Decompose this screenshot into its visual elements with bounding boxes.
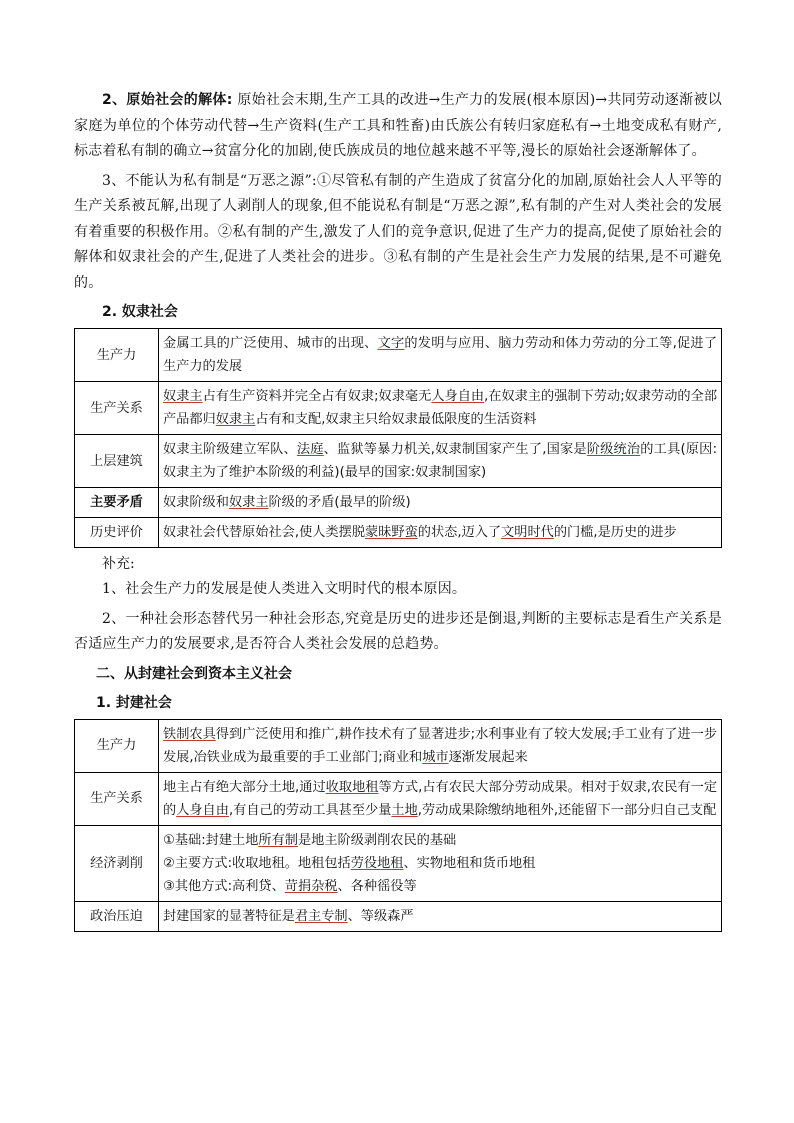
row-label: 政治压迫 [75, 901, 159, 931]
feudal-row [75, 719, 722, 772]
row-content [159, 901, 722, 931]
section-heading-slavery: 2. 奴隶社会 [102, 304, 178, 320]
paragraph-dissolution [74, 88, 722, 165]
row-label: 历史评价 [75, 518, 159, 548]
text-run: 、各种徭役等 [337, 878, 417, 894]
text-run: 、等级森严 [347, 908, 414, 924]
text-run: 的状态,迈入了 [417, 525, 502, 540]
underlined-term: 铁制农具 [163, 726, 216, 742]
text-run: 是地主阶级剥削农民的基础 [297, 832, 457, 848]
underlined-term: 土地 [391, 802, 418, 818]
row-label: 经济剥削 [75, 825, 159, 901]
paragraph-lead: 2、原始社会的解体: [102, 92, 233, 108]
slavery-table [74, 328, 722, 548]
row-label: 生产力 [75, 719, 159, 772]
feudal-row [75, 825, 722, 901]
slavery-row [75, 488, 722, 518]
text-run: 奴隶阶级和 [163, 495, 229, 510]
row-content [159, 488, 722, 518]
row-content [159, 772, 722, 825]
supplement-title: 补充: [102, 556, 135, 572]
text-run: 封建国家的显著特征是 [163, 908, 295, 924]
text-run: 占有和支配,奴隶主只给奴隶最低限度的生活资料 [255, 412, 537, 427]
row-label: 生产关系 [75, 772, 159, 825]
text-run: ,在奴隶主的强制下劳动;奴隶劳动的全部产品都归 [163, 389, 718, 427]
text-run: 占有生产资料并完全占有奴隶;奴隶毫无 [202, 389, 432, 404]
text-run: 金属工具的广泛使用、城市的出现、 [163, 336, 378, 351]
paragraph-private-ownership: 3、不能认为私有制是“万恶之源”:①尽管私有制的产生造成了贫富分化的加剧,原始社会人人平等的生产关系被瓦解,出现了人剥削人的现象,但不能说私有制是“万恶之源”,私有制的产生对人类社会的发展有着重要的积极作用。②私有制的产生,激发了人们的竞争意识,促进了生产力的提高,促使了原始社会的解体和奴隶社会的产生,促进了人类社会的进步。③私有制的产生是社会生产力发展的结果,是不可避免的。 [74, 172, 722, 291]
supplement-item-2: 2、一种社会形态替代另一种社会形态,究竟是历史的进步还是倒退,判断的主要标志是看生产关系是否适应生产力的发展要求,是否符合人类社会发展的总趋势。 [74, 610, 722, 652]
text-run: 的工具(原因:奴隶主为了维护本阶级的利益)(最早的国家:奴隶制国家) [163, 442, 718, 480]
supplement-item-1: 1、社会生产力的发展是使人类进入文明时代的根本原因。 [102, 581, 467, 597]
row-label: 生产力 [75, 329, 159, 382]
underlined-term: 奴隶主 [163, 389, 203, 404]
text-run: 奴隶主阶级建立军队、 [163, 442, 297, 457]
content-line [163, 875, 717, 898]
feudal-row [75, 901, 722, 931]
row-label: 生产关系 [75, 382, 159, 435]
text-run: 逐渐发展起来 [448, 749, 528, 765]
text-run: ②主要方式:收取地租。地租包括 [163, 855, 351, 871]
row-content [159, 825, 722, 901]
text-run: 地主占有绝大部分土地,通过 [163, 779, 326, 795]
text-run: 的发明与应用、脑力劳动和体力劳动的分工等,促进了生产力的发展 [163, 336, 718, 374]
underlined-term: 奴隶主 [228, 495, 269, 510]
slavery-row [75, 518, 722, 548]
text-run: ,劳动成果除缴纳地租外,还能留下一部分归自己支配 [417, 802, 717, 818]
underlined-term: 文字 [377, 336, 405, 351]
text-run: 阶级的矛盾(最早的阶级) [268, 495, 411, 510]
slavery-row [75, 435, 722, 488]
row-content [159, 382, 722, 435]
feudal-row [75, 772, 722, 825]
row-label: 上层建筑 [75, 435, 159, 488]
underlined-term: 人身自由 [176, 802, 229, 818]
underlined-term: 蒙昧野蛮 [365, 525, 418, 540]
text-run: 奴隶社会代替原始社会,使人类摆脱 [163, 525, 366, 540]
underlined-term: 人身自由 [431, 389, 485, 404]
underlined-term: 奴隶主 [215, 412, 256, 427]
underlined-term: 阶级统治 [586, 442, 641, 457]
document-page [74, 88, 722, 932]
text-run: 、监狱等暴力机关,奴隶制国家产生了,国家是 [323, 442, 587, 457]
row-content [159, 719, 722, 772]
row-content [159, 329, 722, 382]
text-run: 的门槛,是历史的进步 [553, 525, 677, 540]
row-content [159, 518, 722, 548]
text-run: ①基础:封建土地 [163, 832, 259, 848]
underlined-term: 苛捐杂税 [284, 878, 338, 894]
text-run: ③其他方式:高利贷、 [163, 878, 285, 894]
underlined-term: 文明时代 [501, 525, 554, 540]
underlined-term: 劳役地租 [350, 855, 404, 871]
subsection-heading-feudal: 1. 封建社会 [96, 694, 172, 711]
slavery-row [75, 329, 722, 382]
text-run: 、实物地租和货币地租 [403, 855, 536, 871]
row-label: 主要矛盾 [75, 488, 159, 518]
underlined-term: 法庭 [296, 442, 324, 457]
paragraph-body: 原始社会末期,生产工具的改进→生产力的发展(根本原因)→共同劳动逐渐被以家庭为单位的个体劳动代替→生产资料(生产工具和牲畜)由氏族公有转归家庭私有→土地变成私有财产,标志着私有制的确立→贫富分化的加剧,使氏族成员的地位越来越不平等,漫长的原始社会逐渐解体了。 [74, 92, 722, 159]
content-line [163, 829, 717, 852]
text-run: ,有自己的劳动工具甚至少量 [228, 802, 392, 818]
underlined-term: 君主专制 [294, 908, 348, 924]
text-run: 得到广泛使用和推广,耕作技术有了显著进步;水利事业有了较大发展;手工业有了进一步发展,冶铁业成为最重要的手工业部门;商业和 [163, 726, 718, 765]
underlined-term: 所有制 [258, 832, 298, 848]
slavery-row [75, 382, 722, 435]
underlined-term: 收取地租 [325, 779, 379, 795]
content-line [163, 852, 717, 875]
text-run: 等方式,占有农民大部分劳动成果。相对于奴隶,农民有一定的 [163, 779, 718, 818]
underlined-term: 城市 [422, 749, 449, 765]
section-heading-feudal-capitalist: 二、从封建社会到资本主义社会 [96, 665, 292, 682]
row-content [159, 435, 722, 488]
feudal-table [74, 719, 722, 932]
